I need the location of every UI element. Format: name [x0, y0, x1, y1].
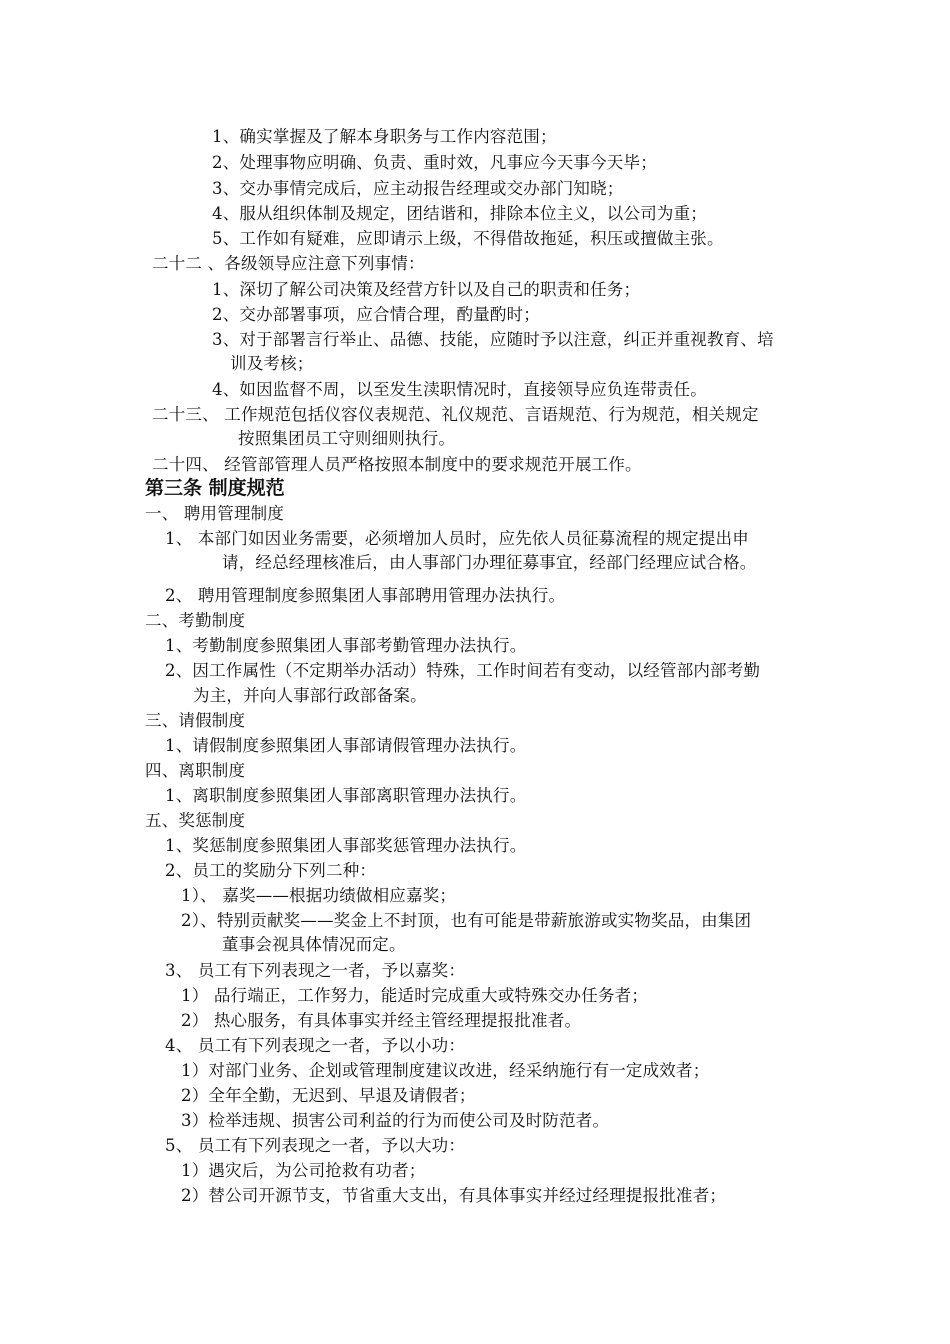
reward-item-4-1: 1）对部门业务、企划或管理制度建议改进，经采纳施行有一定成效者； — [181, 1061, 710, 1080]
reward-item-2: 2、员工的奖励分下列二种： — [165, 861, 377, 880]
reward-item-2-2-cont: 董事会视具体情况而定。 — [222, 935, 406, 954]
leader-item-4: 4、如因监督不周，以至发生渎职情况时，直接领导应负连带责任。 — [212, 380, 707, 399]
attendance-item-1: 1、考勤制度参照集团人事部考勤管理办法执行。 — [165, 636, 527, 655]
article-23: 二十三、 工作规范包括仪容仪表规范、礼仪规范、言语规范、行为规范，相关规定 — [152, 405, 759, 424]
leader-item-3-cont: 训及考核； — [230, 354, 314, 373]
hiring-item-1: 1、 本部门如因业务需要，必须增加人员时，应先依人员征募流程的规定提出申 — [165, 529, 749, 548]
reward-item-3-2: 2） 热心服务，有具体事实并经主管经理提报批准者。 — [181, 1011, 582, 1030]
leader-item-1: 1、深切了解公司决策及经营方针以及自己的职责和任务； — [212, 280, 641, 299]
leave-heading: 三、请假制度 — [145, 711, 246, 730]
reward-item-2-2: 2）、特别贡献奖——奖金上不封顶，也有可能是带薪旅游或实物奖品，由集团 — [181, 911, 752, 930]
reward-item-3: 3、 员工有下列表现之一者，予以嘉奖： — [165, 961, 466, 980]
attendance-item-2-cont: 为主，并向人事部行政部备案。 — [193, 686, 427, 705]
hiring-item-1-cont: 请，经总经理核准后，由人事部门办理征募事宜，经部门经理应试合格。 — [222, 553, 757, 572]
reward-item-4: 4、 员工有下列表现之一者，予以小功： — [165, 1036, 466, 1055]
reward-item-1: 1、奖惩制度参照集团人事部奖惩管理办法执行。 — [165, 836, 527, 855]
duty-item-1: 1、确实掌握及了解本身职务与工作内容范围； — [212, 127, 557, 146]
hiring-heading: 一、 聘用管理制度 — [145, 504, 285, 523]
leader-item-2: 2、交办部署事项，应合情合理，酌量酌时； — [212, 305, 540, 324]
attendance-heading: 二、考勤制度 — [145, 611, 246, 630]
leader-item-3: 3、对于部署言行举止、品德、技能，应随时予以注意，纠正并重视教育、培 — [212, 330, 774, 349]
article-23-cont: 按照集团员工守则细则执行。 — [238, 429, 456, 448]
hiring-item-2: 2、 聘用管理制度参照集团人事部聘用管理办法执行。 — [165, 586, 566, 605]
reward-item-4-3: 3）检举违规、损害公司利益的行为而使公司及时防范者。 — [181, 1111, 610, 1130]
duty-item-2: 2、处理事物应明确、负责、重时效，凡事应今天事今天毕； — [212, 153, 657, 172]
duty-item-4: 4、服从组织体制及规定，团结谐和，排除本位主义，以公司为重； — [212, 204, 707, 223]
resignation-heading: 四、离职制度 — [145, 761, 246, 780]
article-24: 二十四、 经管部管理人员严格按照本制度中的要求规范开展工作。 — [152, 455, 642, 474]
reward-item-5-1: 1）遇灾后，为公司抢救有功者； — [181, 1161, 426, 1180]
reward-item-3-1: 1） 品行端正，工作努力，能适时完成重大或特殊交办任务者； — [181, 986, 649, 1005]
reward-item-5: 5、 员工有下列表现之一者，予以大功： — [165, 1136, 466, 1155]
reward-item-5-2: 2）替公司开源节支，节省重大支出，有具体事实并经过经理提报批准者； — [181, 1186, 727, 1205]
reward-item-4-2: 2）全年全勤，无迟到、早退及请假者； — [181, 1086, 476, 1105]
article-22-heading: 二十二 、各级领导应注意下列事情： — [152, 254, 425, 273]
leave-item-1: 1、请假制度参照集团人事部请假管理办法执行。 — [165, 736, 527, 755]
reward-item-2-1: 1）、 嘉奖——根据功绩做相应嘉奖； — [181, 886, 457, 905]
attendance-item-2: 2、因工作属性（不定期举办活动）特殊，工作时间若有变动，以经管部内部考勤 — [165, 661, 761, 680]
reward-heading: 五、奖惩制度 — [145, 811, 246, 830]
duty-item-3: 3、交办事情完成后，应主动报告经理或交办部门知晓； — [212, 179, 624, 198]
duty-item-5: 5、工作如有疑难，应即请示上级，不得借故拖延，积压或擅做主张。 — [212, 229, 724, 248]
resignation-item-1: 1、离职制度参照集团人事部离职管理办法执行。 — [165, 786, 527, 805]
section-heading: 第三条 制度规范 — [145, 477, 285, 499]
